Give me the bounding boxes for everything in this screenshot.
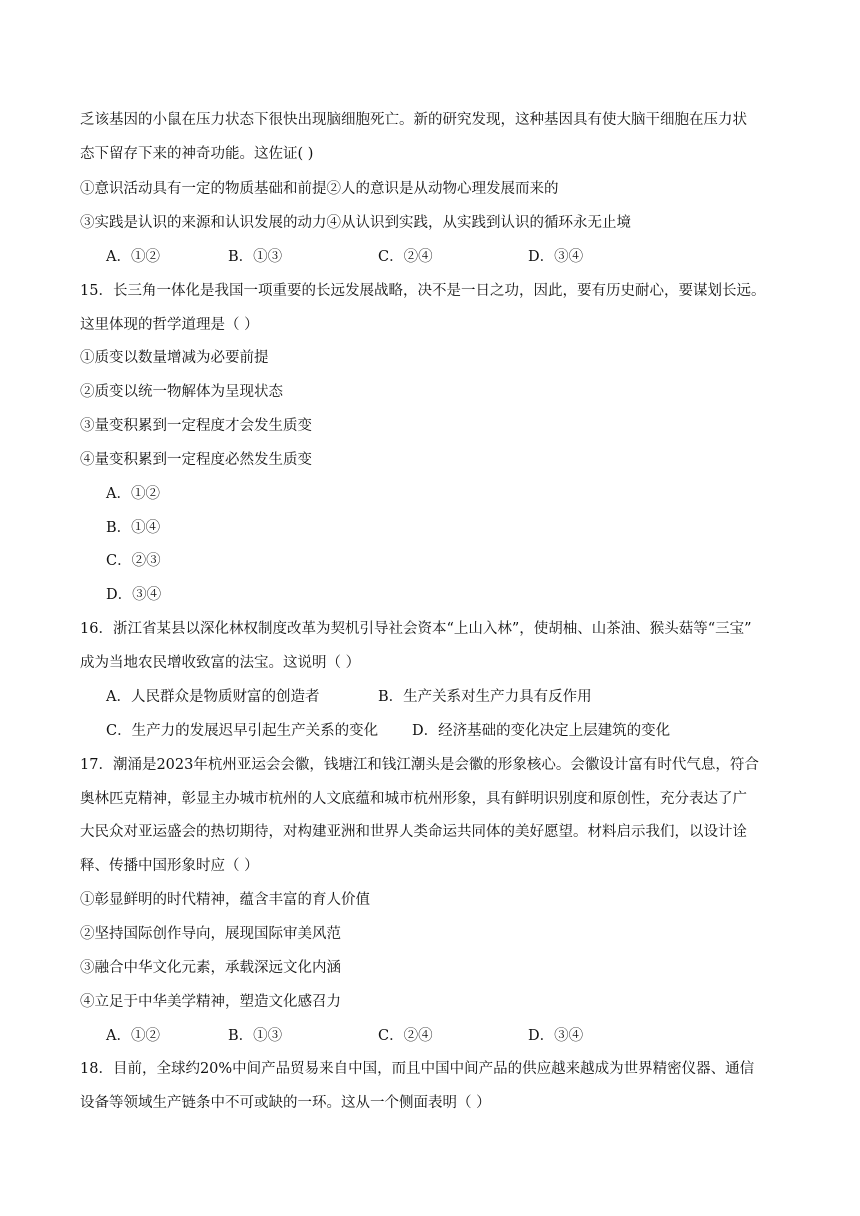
q17-option-d[interactable]: D．③④ [528, 1028, 584, 1044]
q15-option-b[interactable]: B．①④ [106, 520, 161, 536]
q16-option-c[interactable]: C．生产力的发展迟早引起生产关系的变化 [106, 723, 379, 739]
q17-option-b[interactable]: B．①③ [228, 1028, 283, 1044]
q14-option-a[interactable]: A．①② [106, 249, 160, 265]
q17-statement-3: ③融合中华文化元素，承载深远文化内涵 [80, 960, 341, 976]
q16-text-line-2: 成为当地农民增收致富的法宝。这说明（ ） [80, 655, 361, 671]
q17-text-line-2: 奥林匹克精神，彰显主办城市杭州的人文底蕴和城市杭州形象，具有鲜明识别度和原创性，充分表达了广 [80, 791, 747, 807]
q14-statement-1-2: ①意识活动具有一定的物质基础和前提②人的意识是从动物心理发展而来的 [80, 181, 559, 197]
q15-statement-1: ①质变以数量增减为必要前提 [80, 350, 269, 366]
q14-option-b[interactable]: B．①③ [228, 249, 283, 265]
q14-statement-3-4: ③实践是认识的来源和认识发展的动力④从认识到实践，从实践到认识的循环永无止境 [80, 215, 631, 231]
q17-text-line-4: 释、传播中国形象时应（ ） [80, 858, 259, 874]
q16-option-a[interactable]: A．人民群众是物质财富的创造者 [106, 689, 320, 705]
q15-option-d[interactable]: D．③④ [106, 587, 162, 603]
q14-option-d[interactable]: D．③④ [528, 249, 584, 265]
q15-statement-4: ④量变积累到一定程度必然发生质变 [80, 452, 312, 468]
q15-text-line-1: 15．长三角一体化是我国一项重要的长远发展战略，决不是一日之功，因此，要有历史耐心，要谋划长远。 [80, 283, 766, 299]
q16-text-line-1: 16．浙江省某县以深化林权制度改革为契机引导社会资本“上山入林”，使胡柚、山茶油、猴头菇等“三宝” [80, 621, 752, 637]
q18-text-line-2: 设备等领域生产链条中不可或缺的一环。这从一个侧面表明（ ） [80, 1095, 491, 1111]
q16-option-d[interactable]: D．经济基础的变化决定上层建筑的变化 [412, 723, 671, 739]
q17-text-line-1: 17．潮涌是2023年杭州亚运会会徽，钱塘江和钱江潮头是会徽的形象核心。会徽设计富有时代气息，符合 [80, 757, 759, 773]
q16-option-b[interactable]: B．生产关系对生产力具有反作用 [378, 689, 592, 705]
q17-text-line-3: 大民众对亚运盛会的热切期待，对构建亚洲和世界人类命运共同体的美好愿望。材料启示我们，以设计诠 [80, 824, 747, 840]
q15-option-a[interactable]: A．①② [106, 486, 160, 502]
q14-text-line-2: 态下留存下来的神奇功能。这佐证( ) [80, 146, 314, 162]
q14-text-line-1: 乏该基因的小鼠在压力状态下很快出现脑细胞死亡。新的研究发现，这种基因具有使大脑干细胞在压力状 [80, 112, 747, 128]
q17-option-c[interactable]: C．②④ [378, 1028, 433, 1044]
q17-statement-2: ②坚持国际创作导向，展现国际审美风范 [80, 926, 341, 942]
q14-option-c[interactable]: C．②④ [378, 249, 433, 265]
q17-statement-1: ①彰显鲜明的时代精神，蕴含丰富的育人价值 [80, 892, 370, 908]
q15-text-line-2: 这里体现的哲学道理是（ ） [80, 317, 259, 333]
q15-statement-3: ③量变积累到一定程度才会发生质变 [80, 418, 312, 434]
q17-option-a[interactable]: A．①② [106, 1028, 160, 1044]
q15-option-c[interactable]: C．②③ [106, 553, 161, 569]
q18-text-line-1: 18．目前，全球约20%中间产品贸易来自中国，而且中国中间产品的供应越来越成为世界精密仪器、通信 [80, 1061, 755, 1077]
q17-statement-4: ④立足于中华美学精神，塑造文化感召力 [80, 994, 341, 1010]
q15-statement-2: ②质变以统一物解体为呈现状态 [80, 384, 283, 400]
